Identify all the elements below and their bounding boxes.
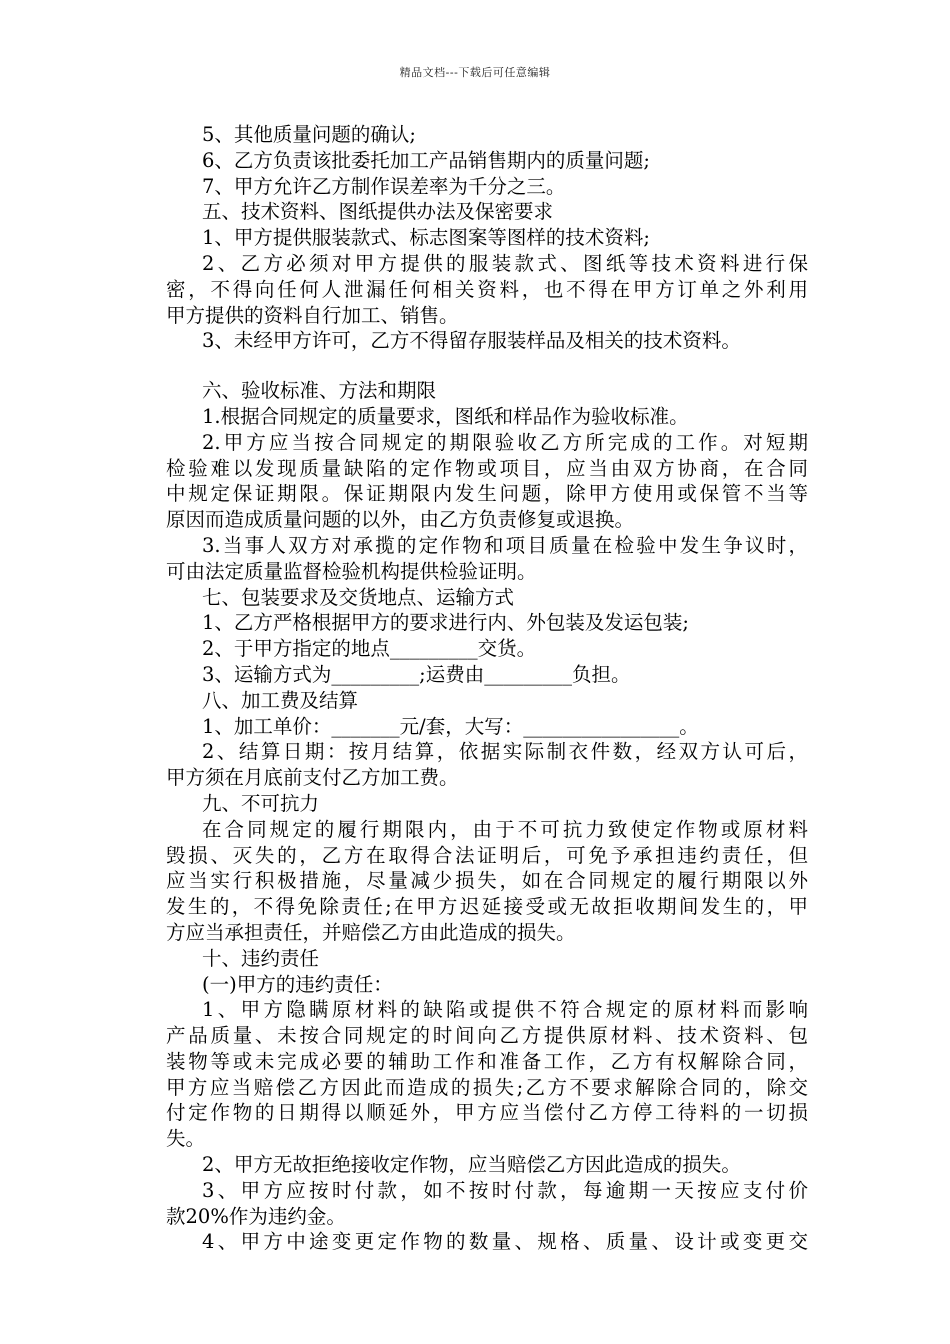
document-line: 2、于甲方指定的地点_________交货。 (202, 637, 537, 661)
document-line: 毁损、灭失的，乙方在取得合法证明后，可免予承担违约责任，但 (166, 843, 808, 867)
document-line: 7、甲方允许乙方制作误差率为千分之三。 (202, 174, 566, 198)
document-line: 密，不得向任何人泄漏任何相关资料，也不得在甲方订单之外利用 (166, 277, 808, 301)
document-line: 1、加工单价：_______元/套，大写：________________。 (202, 714, 699, 738)
document-line: 3、甲方应按时付款，如不按时付款，每逾期一天按应支付价 (202, 1178, 808, 1202)
document-line: 方应当承担责任，并赔偿乙方由此造成的损失。 (166, 920, 576, 944)
document-line: 五、技术资料、图纸提供办法及保密要求 (202, 200, 554, 224)
document-line: 3、未经甲方许可，乙方不得留存服装样品及相关的技术资料。 (202, 329, 741, 353)
document-line: 八、加工费及结算 (202, 688, 359, 712)
document-line: 3.当事人双方对承揽的定作物和项目质量在检验中发生争议时， (202, 533, 808, 557)
document-line: (一)甲方的违约责任： (202, 972, 393, 996)
document-line: 甲方应当赔偿乙方因此而造成的损失;乙方不要求解除合同的，除交 (166, 1075, 808, 1099)
document-line: 1、甲方隐瞒原材料的缺陷或提供不符合规定的原材料而影响 (202, 998, 808, 1022)
document-line: 2、乙方必须对甲方提供的服装款式、图纸等技术资料进行保 (202, 251, 808, 275)
document-line: 5、其他质量问题的确认; (202, 123, 416, 146)
document-line: 1、甲方提供服装款式、标志图案等图样的技术资料; (202, 226, 650, 250)
document-line: 失。 (166, 1127, 206, 1151)
document-line: 1、乙方严格根据甲方的要求进行内、外包装及发运包装; (202, 611, 689, 635)
document-line: 6、乙方负责该批委托加工产品销售期内的质量问题; (202, 148, 650, 172)
document-line: 3、运输方式为_________;运费由_________负担。 (202, 662, 631, 686)
blank-line (166, 354, 808, 378)
document-line: 付定作物的日期得以顺延外，甲方应当偿付乙方停工待料的一切损 (166, 1101, 808, 1125)
page-header: 精品文档---下载后可任意编辑 (399, 66, 551, 79)
document-line: 六、验收标准、方法和期限 (202, 379, 437, 403)
document-line: 在合同规定的履行期限内，由于不可抗力致使定作物或原材料 (202, 817, 808, 841)
document-line: 九、不可抗力 (202, 791, 320, 815)
document-line: 可由法定质量监督检验机构提供检验证明。 (166, 559, 537, 583)
document-line: 原因而造成质量问题的以外，由乙方负责修复或退换。 (166, 508, 635, 532)
document-line: 应当实行积极措施，尽量减少损失，如在合同规定的履行期限以外 (166, 869, 808, 893)
document-line: 装物等或未完成必要的辅助工作和准备工作，乙方有权解除合同， (166, 1049, 808, 1073)
document-line: 2、甲方无故拒绝接收定作物，应当赔偿乙方因此造成的损失。 (202, 1153, 741, 1177)
document-line: 十、违约责任 (202, 946, 320, 970)
document-line: 4、甲方中途变更定作物的数量、规格、质量、设计或变更交 (202, 1230, 808, 1254)
document-line: 产品质量、未按合同规定的时间向乙方提供原材料、技术资料、包 (166, 1024, 808, 1048)
document-line: 七、包装要求及交货地点、运输方式 (202, 585, 515, 609)
document-line: 2.甲方应当按合同规定的期限验收乙方所完成的工作。对短期 (202, 430, 808, 454)
document-line: 中规定保证期限。保证期限内发生问题，除甲方使用或保管不当等 (166, 482, 808, 506)
document-line: 甲方须在月底前支付乙方加工费。 (166, 766, 459, 790)
document-line: 款20%作为违约金。 (166, 1204, 346, 1228)
document-line: 1.根据合同规定的质量要求，图纸和样品作为验收标准。 (202, 404, 689, 428)
document-line: 甲方提供的资料自行加工、销售。 (166, 303, 459, 327)
document-body (166, 122, 808, 1255)
document-line: 2、结算日期：按月结算，依据实际制衣件数，经双方认可后， (202, 740, 808, 764)
document-line: 检验难以发现质量缺陷的定作物或项目，应当由双方协商，在合同 (166, 456, 808, 480)
document-line: 发生的，不得免除责任;在甲方迟延接受或无故拒收期间发生的，甲 (166, 895, 808, 919)
